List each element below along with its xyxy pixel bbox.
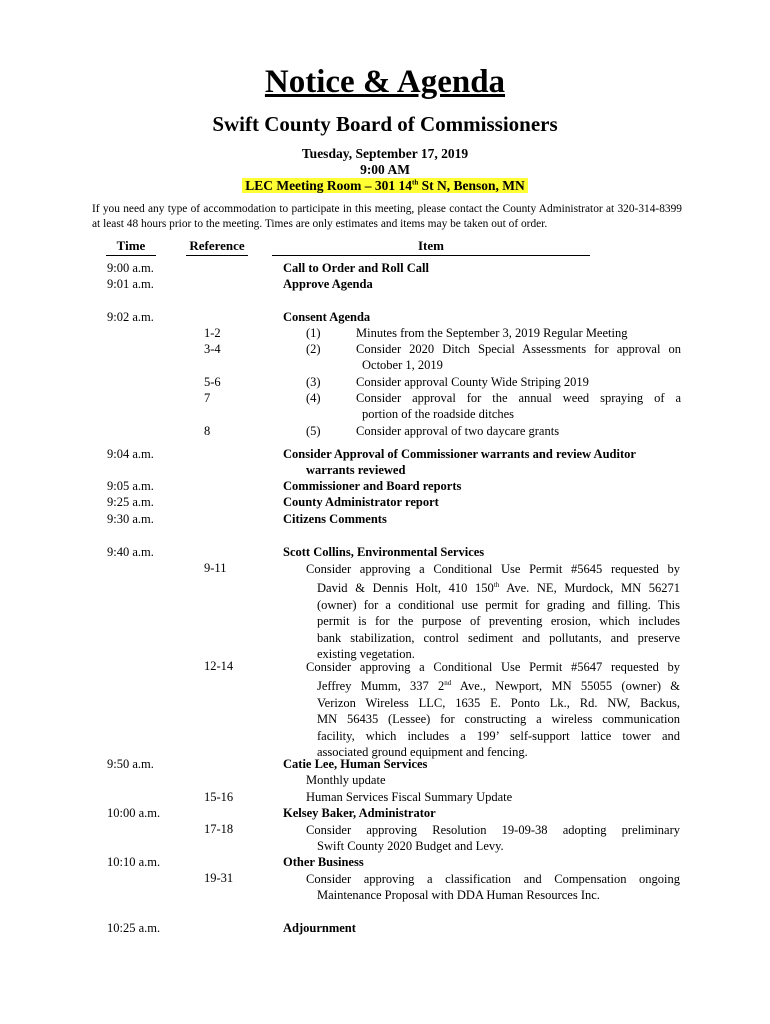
consent-number: (3) bbox=[306, 375, 321, 389]
time-cell: 10:00 a.m. bbox=[107, 806, 161, 820]
consent-text: Consider approval County Wide Striping 2019 bbox=[356, 375, 589, 389]
time-cell: 10:10 a.m. bbox=[107, 855, 161, 869]
consent-text: portion of the roadside ditches bbox=[362, 407, 515, 421]
agenda-item: County Administrator report bbox=[283, 495, 439, 509]
time-cell: 9:04 a.m. bbox=[107, 447, 154, 461]
consent-number: (1) bbox=[306, 326, 321, 340]
agenda-item: Citizens Comments bbox=[283, 512, 387, 526]
reference-cell: 7 bbox=[204, 391, 211, 405]
section-heading: Catie Lee, Human Services bbox=[283, 757, 428, 771]
reference-cell: 8 bbox=[204, 424, 211, 438]
section-heading: Scott Collins, Environmental Services bbox=[283, 545, 485, 559]
consent-text: Consider 2020 Ditch Special Assessments for approval on bbox=[356, 342, 681, 356]
time-cell: 9:00 a.m. bbox=[107, 261, 154, 275]
consent-text: Consider approval for the annual weed spraying of a bbox=[356, 391, 681, 405]
time-cell: 9:30 a.m. bbox=[107, 512, 154, 526]
column-header-reference: Reference bbox=[186, 238, 248, 256]
reference-cell: 17-18 bbox=[204, 822, 234, 836]
item-description: Consider approving a Conditional Use Permit #5647 requested by Jeffrey Mumm, 337 2nd Ave., Newport, MN 55055 (owner) & Verizon Wireless LLC, 1635 E. Ponto Lk., Rd. NW, Backus, MN 56435 (Lessee) for constructing a wireless communication facility, which includes a 199’ self-support lattice tower and associated ground equipment and fencing. bbox=[306, 660, 680, 760]
time-cell: 9:25 a.m. bbox=[107, 495, 154, 509]
agenda-item: Call to Order and Roll Call bbox=[283, 261, 429, 275]
reference-cell: 1-2 bbox=[204, 326, 221, 340]
consent-text: Consider approval of two daycare grants bbox=[356, 424, 560, 438]
consent-number: (2) bbox=[306, 342, 321, 356]
agenda-item: Adjournment bbox=[283, 921, 356, 935]
agenda-item: Commissioner and Board reports bbox=[283, 479, 462, 493]
consent-number: (4) bbox=[306, 391, 321, 405]
agenda-item: Consider Approval of Commissioner warrants and review Auditor bbox=[283, 447, 636, 461]
reference-cell: 12-14 bbox=[204, 659, 234, 673]
reference-cell: 3-4 bbox=[204, 342, 221, 356]
time-cell: 9:05 a.m. bbox=[107, 479, 154, 493]
meeting-date: Tuesday, September 17, 2019 bbox=[301, 146, 469, 161]
desc-line-sup: Jeffrey Mumm, 337 2nd Ave., Newport, MN 55055 (owner) & bbox=[317, 679, 680, 694]
consent-text: Minutes from the September 3, 2019 Regular Meeting bbox=[356, 326, 628, 340]
agenda-item: Consent Agenda bbox=[283, 310, 371, 324]
page-subtitle: Swift County Board of Commissioners bbox=[212, 112, 558, 136]
time-cell: 10:25 a.m. bbox=[107, 921, 161, 935]
reference-cell: 9-11 bbox=[204, 561, 227, 575]
time-cell: 9:02 a.m. bbox=[107, 310, 154, 324]
meeting-location: LEC Meeting Room – 301 14th St N, Benson, MN bbox=[0, 178, 770, 194]
agenda-subitem: Monthly update bbox=[306, 773, 386, 787]
item-description: Consider approving a classification and Compensation ongoing Maintenance Proposal with DDA Human Resources Inc. bbox=[306, 872, 680, 903]
agenda-item: warrants reviewed bbox=[306, 463, 406, 477]
item-description: Consider approving Resolution 19-09-38 adopting preliminary Swift County 2020 Budget and Levy. bbox=[306, 823, 680, 854]
item-description: Consider approving a Conditional Use Permit #5645 requested by David & Dennis Holt, 410 150th Ave. NE, Murdock, MN 56271 (owner) for a conditional use permit for grading and filling. This permit is for the purpose of preventing erosion, which includes bank stabilization, control sediment and pollutants, and preserve existing vegetation. bbox=[306, 562, 680, 662]
page-title: Notice & Agenda bbox=[264, 64, 506, 100]
agenda-subitem: Human Services Fiscal Summary Update bbox=[306, 790, 513, 804]
column-header-item: Item bbox=[272, 238, 590, 256]
column-header-time: Time bbox=[106, 238, 156, 256]
time-cell: 9:50 a.m. bbox=[107, 757, 154, 771]
reference-cell: 19-31 bbox=[204, 871, 234, 885]
time-cell: 9:01 a.m. bbox=[107, 277, 154, 291]
meeting-time: 9:00 AM bbox=[360, 162, 410, 177]
consent-text: October 1, 2019 bbox=[362, 358, 443, 372]
reference-cell: 5-6 bbox=[204, 375, 221, 389]
section-heading: Kelsey Baker, Administrator bbox=[283, 806, 436, 820]
reference-cell: 15-16 bbox=[204, 790, 234, 804]
agenda-item: Approve Agenda bbox=[283, 277, 373, 291]
time-cell: 9:40 a.m. bbox=[107, 545, 154, 559]
consent-number: (5) bbox=[306, 424, 321, 438]
desc-line-sup: David & Dennis Holt, 410 150th Ave. NE, Murdock, MN 56271 bbox=[317, 581, 680, 596]
accommodation-notice: If you need any type of accommodation to participate in this meeting, please contact the County Administrator at 320-314-8399 at least 48 hours prior to the meeting. Times are only estimates and items may be taken out of order. bbox=[92, 203, 682, 230]
section-heading: Other Business bbox=[283, 855, 364, 869]
